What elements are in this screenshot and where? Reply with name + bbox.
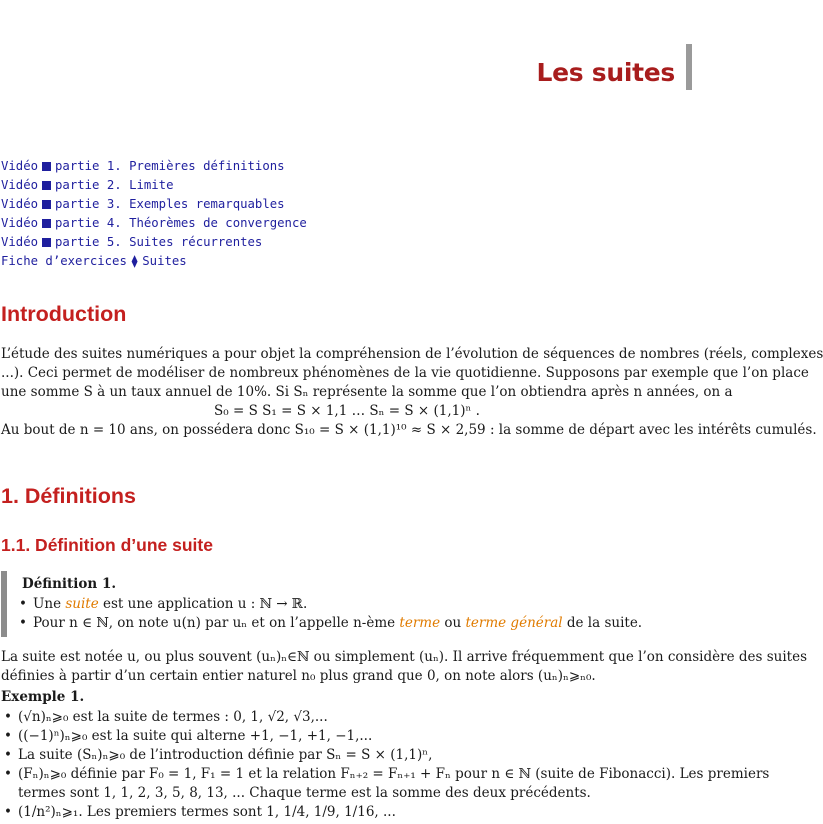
link-text: partie 3. Exemples remarquables: [55, 197, 285, 211]
intro-line: ...). Ceci permet de modéliser de nombreux phénomènes de la vie quotidienne. Supposons par exemple que l’on place: [1, 365, 809, 381]
link-text: Suites: [142, 254, 187, 268]
chapter-title-bar: [686, 44, 692, 90]
example-item: • (Fₙ)ₙ⩾₀ définie par F₀ = 1, F₁ = 1 et la relation Fₙ₊₂ = Fₙ₊₁ + Fₙ pour n ∈ ℕ (suite de Fibonacci). Les premiers: [4, 765, 694, 784]
example-item: • La suite (Sₙ)ₙ⩾₀ de l’introduction définie par Sₙ = S × (1,1)ⁿ,: [4, 746, 694, 765]
definition-item: • Pour n ∈ ℕ, on note u(n) par uₙ et on l’appelle n-ème terme ou terme général de la suite.: [19, 614, 642, 633]
link-prefix: Vidéo: [1, 159, 39, 173]
notation-line: définies à partir d’un certain entier naturel n₀ plus grand que 0, on note alors (uₙ)ₙ⩾ₙ₀.: [1, 668, 596, 684]
link-video-3[interactable]: [1, 195, 307, 214]
chapter-title: Les suites: [536, 58, 675, 87]
intro-line: L’étude des suites numériques a pour objet la compréhension de l’évolution de séquences de nombres (réels, complexes: [1, 346, 823, 362]
square-bullet-icon: [42, 181, 51, 190]
definition-item: • Une suite est une application u : ℕ → ℝ.: [19, 595, 642, 614]
link-prefix: Vidéo: [1, 197, 39, 211]
link-video-1[interactable]: [1, 157, 307, 176]
link-text: partie 2. Limite: [55, 178, 174, 192]
link-exercises[interactable]: [1, 252, 307, 271]
link-text: partie 5. Suites récurrentes: [55, 235, 263, 249]
square-bullet-icon: [42, 200, 51, 209]
link-video-4[interactable]: [1, 214, 307, 233]
keyword-terme: terme: [399, 615, 441, 631]
intro-line: Au bout de n = 10 ans, on possédera donc S₁₀ = S × (1,1)¹⁰ ≈ S × 2,59 : la somme de départ avec les intérêts cumulés.: [1, 422, 817, 438]
intro-line: une somme S à un taux annuel de 10%. Si Sₙ représente la somme que l’on obtiendra après n années, on a: [1, 384, 733, 400]
keyword-suite: suite: [65, 596, 99, 612]
diamond-icon: ⧫: [130, 254, 139, 268]
square-bullet-icon: [42, 219, 51, 228]
definition-title: Définition 1.: [22, 576, 117, 592]
subsection-heading-definition-suite: 1.1. Définition d’une suite: [1, 535, 213, 555]
square-bullet-icon: [42, 238, 51, 247]
link-video-2[interactable]: [1, 176, 307, 195]
notation-paragraph: [1, 648, 807, 686]
example-item: • ((−1)ⁿ)ₙ⩾₀ est la suite qui alterne +1, −1, +1, −1,...: [4, 727, 694, 746]
definition-list: [19, 595, 642, 633]
square-bullet-icon: [42, 162, 51, 171]
link-prefix: Vidéo: [1, 216, 39, 230]
intro-formula: S₀ = S S₁ = S × 1,1 … Sₙ = S × (1,1)ⁿ .: [214, 403, 480, 419]
definition-box: [1, 571, 647, 637]
section-heading-definitions: 1. Définitions: [1, 484, 136, 508]
link-text: partie 1. Premières définitions: [55, 159, 285, 173]
link-text: partie 4. Théorèmes de convergence: [55, 216, 307, 230]
intro-paragraph: [1, 345, 823, 440]
link-prefix: Vidéo: [1, 235, 39, 249]
example-item-continuation: termes sont 1, 1, 2, 3, 5, 8, 13, ... Chaque terme est la somme des deux précédents.: [18, 785, 591, 801]
keyword-terme-general: terme général: [465, 615, 563, 631]
example-item: • (1/n²)ₙ⩾₁. Les premiers termes sont 1, 1/4, 1/9, 1/16, ...: [4, 803, 694, 822]
section-heading-introduction: Introduction: [1, 302, 127, 326]
link-prefix: Fiche d’exercices: [1, 254, 127, 268]
example-list: [4, 708, 770, 822]
link-prefix: Vidéo: [1, 178, 39, 192]
link-video-5[interactable]: [1, 233, 307, 252]
video-links: [1, 157, 307, 271]
notation-line: La suite est notée u, ou plus souvent (uₙ)ₙ∈ℕ ou simplement (uₙ). Il arrive fréquemment que l’on considère des suites: [1, 649, 807, 665]
example-title: Exemple 1.: [1, 689, 85, 705]
example-item: • (√n)ₙ⩾₀ est la suite de termes : 0, 1, √2, √3,...: [4, 708, 694, 727]
